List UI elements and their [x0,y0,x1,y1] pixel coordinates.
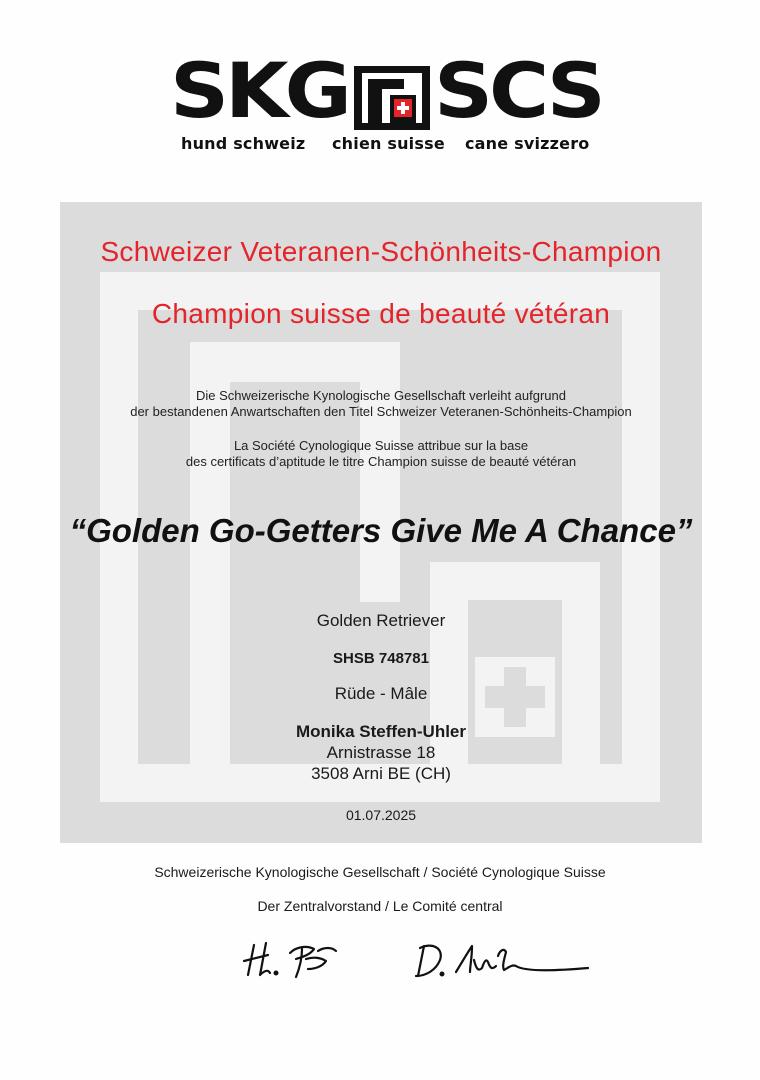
signature-2-icon [412,938,592,982]
logo-text-scs: SCS [434,47,602,136]
dog-breed: Golden Retriever [316,611,446,630]
footer-organization: Schweizerische Kynologische Gesellschaft / Société Cynologique Suisse [154,864,606,880]
award-text-french-line-1: La Société Cynologique Suisse attribue sur la base [233,438,529,453]
owner-city: 3508 Arni BE (CH) [311,764,451,783]
dog-name: “Golden Go-Getters Give Me A Chance” [69,512,693,549]
logo [0,47,760,158]
award-text-german-line-1: Die Schweizerische Kynologische Gesellschaft verleiht aufgrund [196,388,566,403]
award-text-german-line-2: der bestandenen Anwartschaften den Titel Schweizer Veteranen-Schönheits-Champion [130,404,632,419]
owner-street: Arnistrasse 18 [326,743,436,762]
dog-sex: Rüde - Mâle [334,684,428,703]
swiss-kennel-club-emblem-icon [354,66,430,130]
logo-subtitle-de: hund schweiz [181,134,306,153]
registration-number: SHSB 748781 [333,650,429,667]
award-text-german [60,388,702,420]
award-date: 01.07.2025 [345,807,417,823]
title-french: Champion suisse de beauté vétéran [151,298,611,329]
logo-subtitle-fr: chien suisse [332,134,445,153]
signature-1-icon [240,935,344,981]
certificate-content [60,202,702,843]
logo-subtitle-it: cane svizzero [465,134,590,153]
logo-text-skg: SKG [170,47,348,136]
title-german: Schweizer Veteranen-Schönheits-Champion [100,236,662,267]
footer-board: Der Zentralvorstand / Le Comité central [257,898,503,914]
award-text-french-line-2: des certificats d’aptitude le titre Champion suisse de beauté vétéran [185,454,577,469]
owner-name: Monika Steffen-Uhler [295,722,467,741]
award-text-french [60,438,702,470]
